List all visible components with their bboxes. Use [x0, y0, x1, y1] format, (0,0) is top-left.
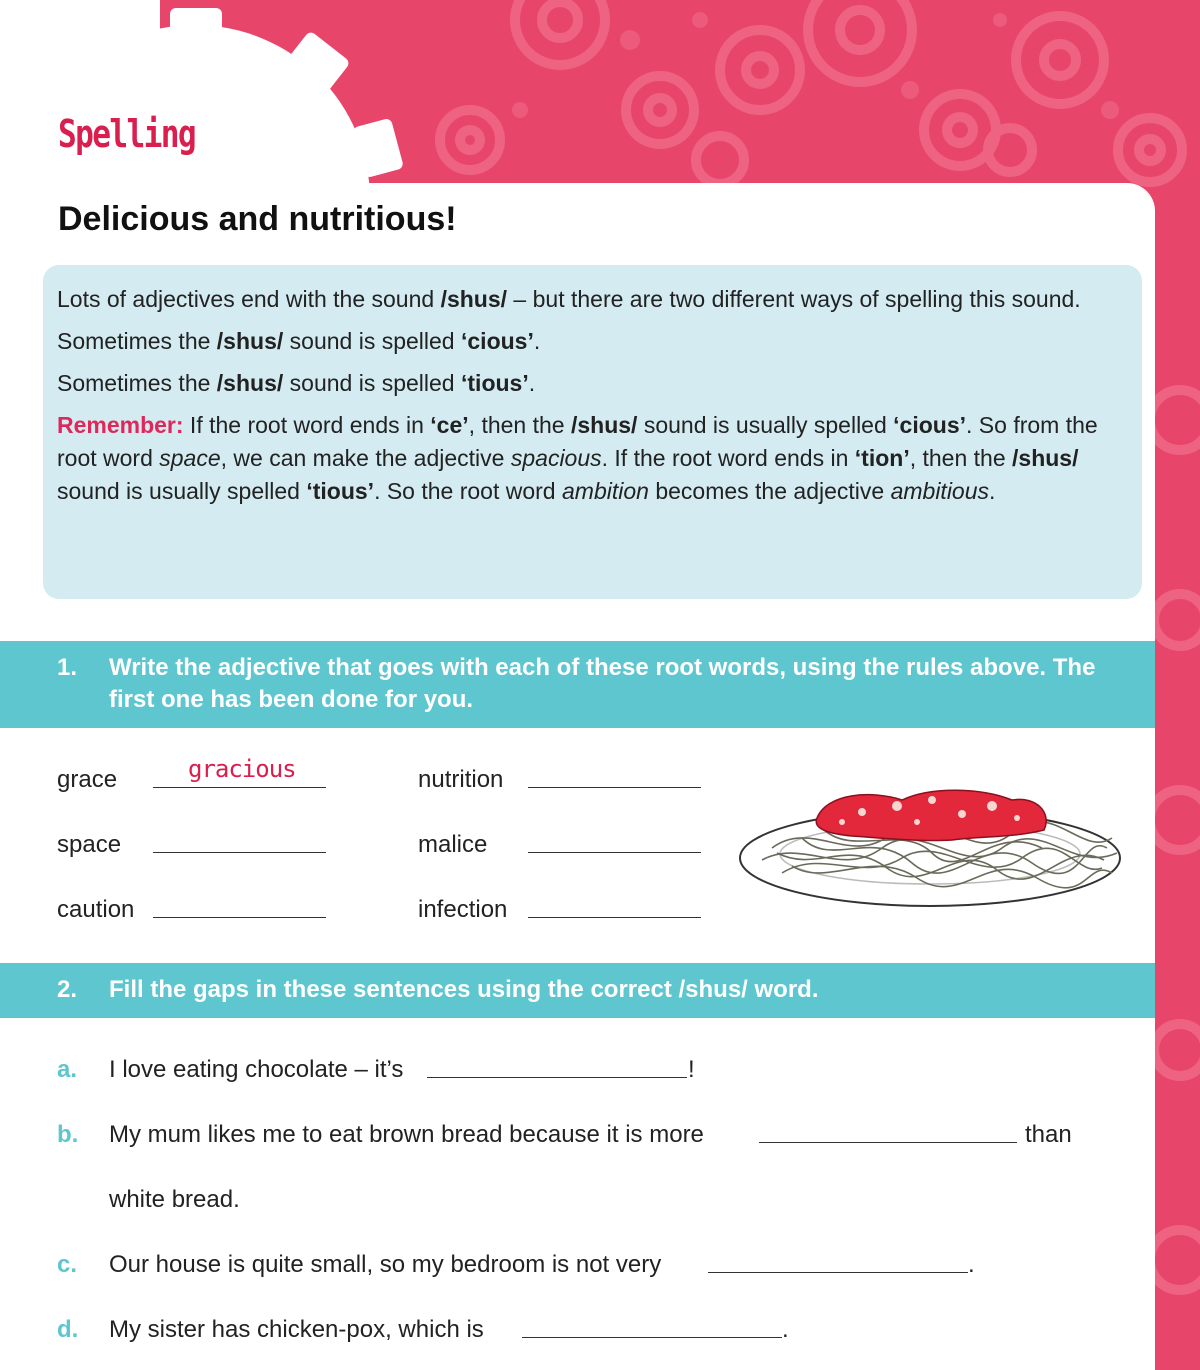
answer-blank-space[interactable]	[153, 852, 326, 853]
answer-blank-malice[interactable]	[528, 852, 701, 853]
answer-blank-grace[interactable]	[153, 787, 326, 788]
answer-blank-caution[interactable]	[153, 917, 326, 918]
sentence-text: I love eating chocolate – it’s	[109, 1056, 404, 1083]
rule-paragraph-3: Sometimes the /shus/ sound is spelled ‘tious’.	[57, 370, 536, 396]
task-2-instruction: Fill the gaps in these sentences using the correct /shus/ word.	[109, 976, 819, 1003]
task-1-header	[0, 641, 1155, 728]
rule-paragraph-remember: Remember: If the root word ends in ‘ce’, then the /shus/ sound is usually spelled ‘cious’. So from the root word space, we can make the adjective spacious. If the root word ends in ‘tion’, then the /shus/ sound is usually spelled ‘tious’. So the root word ambition becomes the adjective ambitious.	[57, 412, 1098, 504]
answer-blank-infection[interactable]	[528, 917, 701, 918]
task-1-instruction: Write the adjective that goes with each of these root words, using the rules above. The first one has been done for you.	[109, 654, 1096, 713]
example-answer: gracious	[188, 755, 296, 783]
section-label: Spelling	[58, 112, 195, 156]
answer-blank-nutrition[interactable]	[528, 787, 701, 788]
root-word-grace: grace	[57, 766, 118, 793]
gap-blank-b[interactable]	[759, 1142, 1017, 1143]
rule-paragraph-2: Sometimes the /shus/ sound is spelled ‘cious’.	[57, 328, 541, 354]
root-word-space: space	[57, 831, 122, 858]
sentence-text: white bread.	[109, 1186, 240, 1213]
root-word-nutrition: nutrition	[418, 766, 504, 793]
sentence-end: .	[968, 1251, 975, 1278]
gap-blank-d[interactable]	[522, 1337, 782, 1338]
spaghetti-plate-illustration	[732, 778, 1127, 913]
root-word-malice: malice	[418, 831, 488, 858]
remember-label: Remember:	[57, 412, 184, 438]
rule-paragraph-1: Lots of adjectives end with the sound /shus/ – but there are two different ways of spelling this sound.	[57, 286, 1081, 312]
sentence-letter: a.	[57, 1056, 78, 1083]
sentence-text: My sister has chicken-pox, which is	[109, 1316, 484, 1343]
sentence-text: My mum likes me to eat brown bread because it is more	[109, 1121, 704, 1148]
sentence-letter: b.	[57, 1121, 79, 1148]
sentence-text: Our house is quite small, so my bedroom is not very	[109, 1251, 662, 1278]
root-word-infection: infection	[418, 896, 508, 923]
root-word-caution: caution	[57, 896, 135, 923]
sentence-end: than	[1025, 1121, 1072, 1148]
sentence-letter: c.	[57, 1251, 78, 1278]
task-2-header	[0, 963, 1155, 1018]
task-1-number: 1.	[57, 654, 78, 681]
spelling-rule-box	[43, 265, 1142, 599]
page-title: Delicious and nutritious!	[58, 200, 457, 238]
sentence-end: !	[688, 1056, 695, 1083]
sentence-letter: d.	[57, 1316, 79, 1343]
sentence-end: .	[782, 1316, 789, 1343]
task-2-number: 2.	[57, 976, 78, 1003]
gap-blank-a[interactable]	[427, 1077, 687, 1078]
gap-blank-c[interactable]	[708, 1272, 968, 1273]
